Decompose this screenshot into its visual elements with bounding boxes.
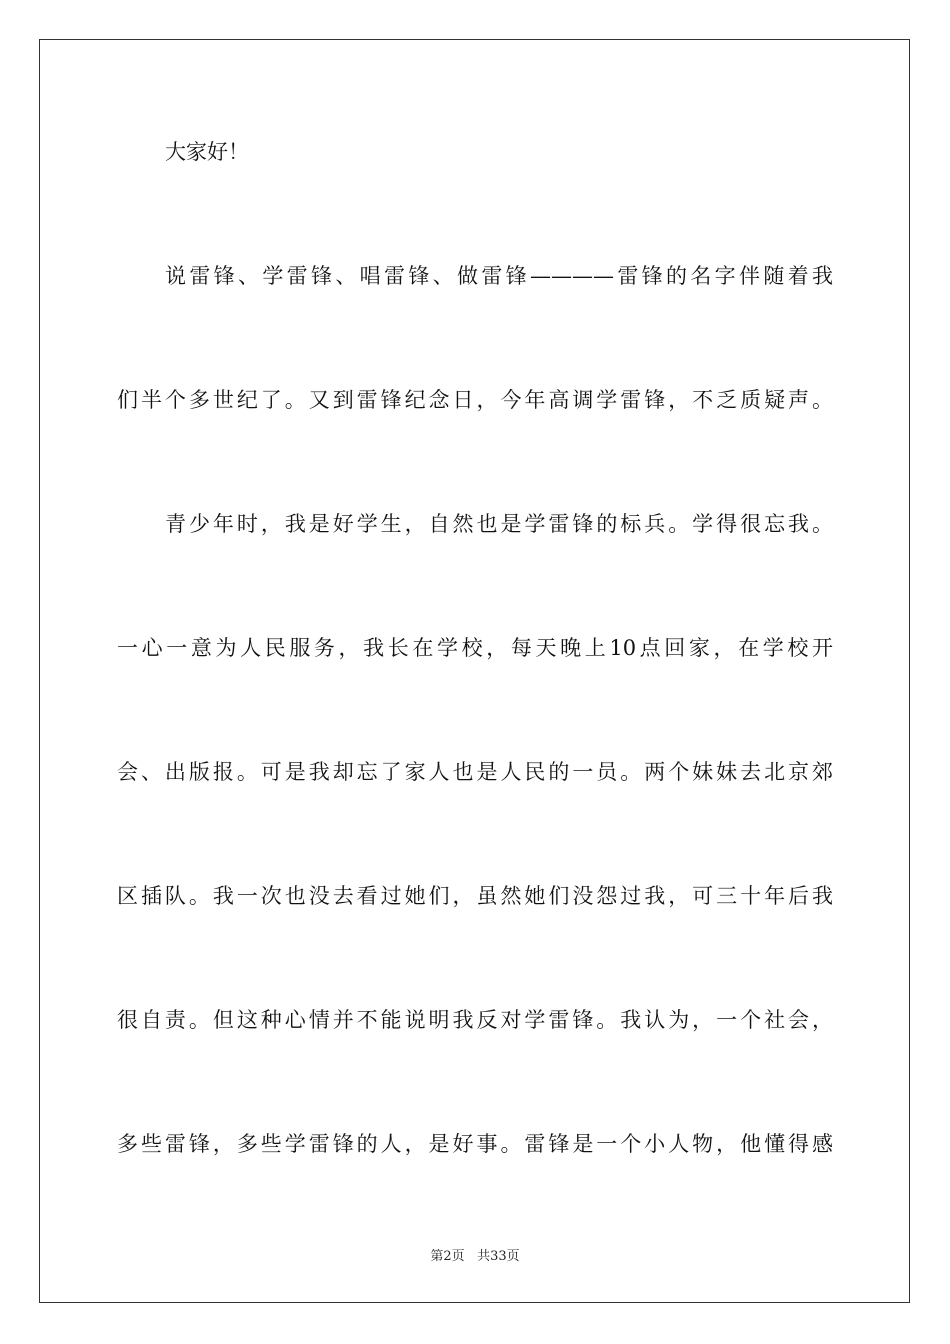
paragraph-line: 很自责。但这种心情并不能说明我反对学雷锋。我认为，一个社会， (117, 1008, 833, 1032)
paragraph-line: 会、出版报。可是我却忘了家人也是人民的一员。两个妹妹去北京郊 (117, 760, 833, 784)
paragraph-line: 区插队。我一次也没去看过她们，虽然她们没怨过我，可三十年后我 (117, 884, 833, 908)
paragraph-line: 一心一意为人民服务，我长在学校，每天晚上10点回家，在学校开 (117, 636, 833, 660)
paragraph-line: 说雷锋、学雷锋、唱雷锋、做雷锋————雷锋的名字伴随着我 (165, 264, 833, 288)
page-frame (39, 39, 910, 1303)
page-total: 共33页 (477, 1249, 520, 1264)
greeting-line: 大家好！ (165, 140, 249, 164)
paragraph-line: 多些雷锋，多些学雷锋的人，是好事。雷锋是一个小人物，他懂得感 (117, 1132, 833, 1156)
page-number: 第2页 (430, 1249, 465, 1264)
page-footer (0, 1248, 950, 1266)
paragraph-line: 青少年时，我是好学生，自然也是学雷锋的标兵。学得很忘我。 (165, 512, 833, 536)
paragraph-line: 们半个多世纪了。又到雷锋纪念日，今年高调学雷锋，不乏质疑声。 (117, 388, 833, 412)
